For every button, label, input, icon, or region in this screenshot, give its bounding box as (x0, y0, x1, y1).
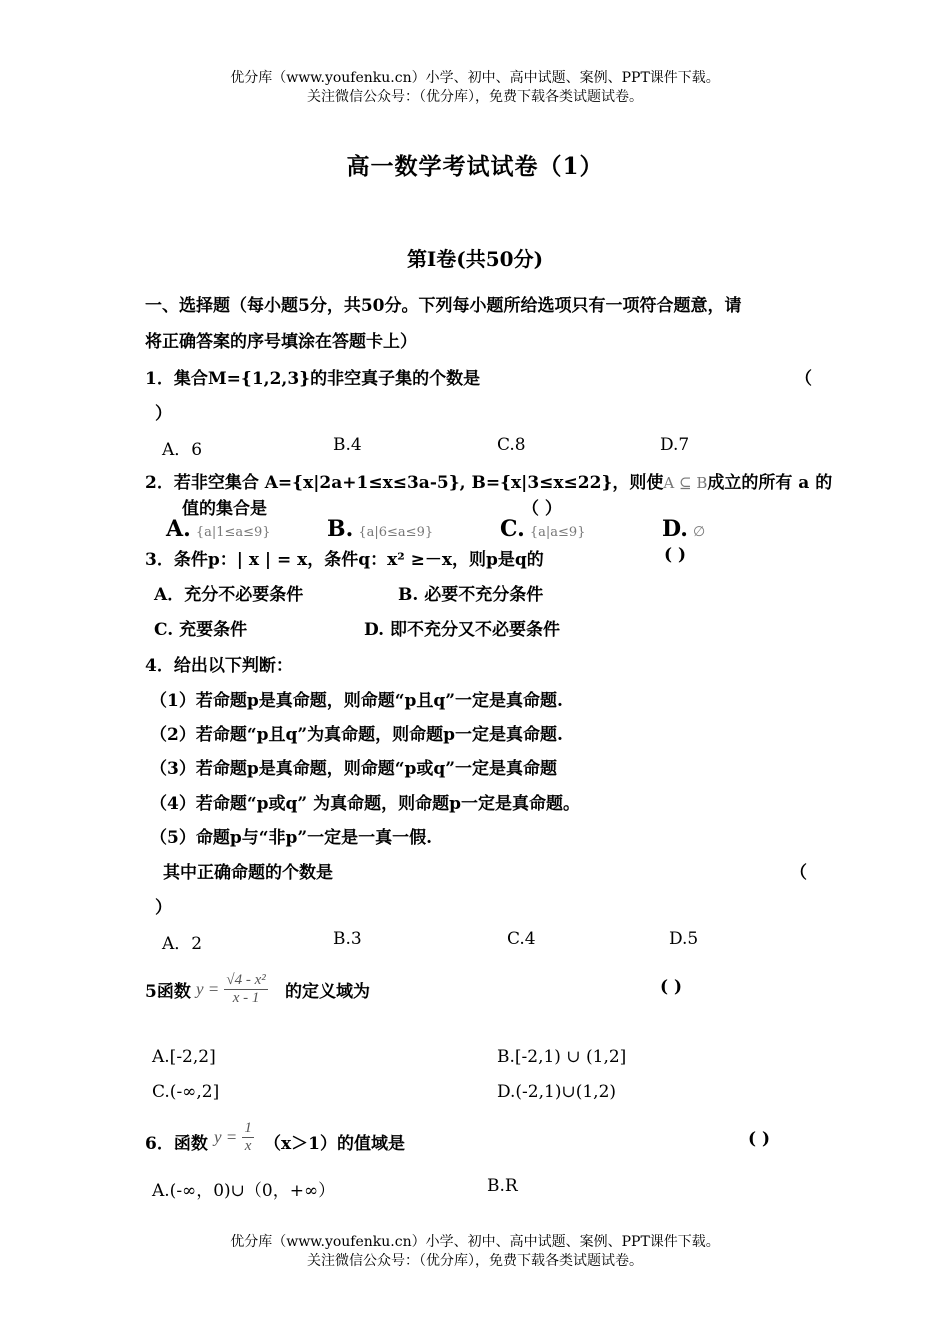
q2-paren: （ ） (522, 499, 562, 519)
q4-ask: 其中正确命题的个数是 (163, 863, 333, 883)
q5-formula (196, 972, 268, 1007)
q3-paren: ( ) (664, 545, 687, 565)
q5-option-a: A.[-2,2] (152, 1047, 216, 1067)
q1-option-a: A．6 (162, 440, 203, 460)
q3-option-d: D. 即不充分又不必要条件 (364, 620, 560, 640)
q2-relation: A ⊆ B (663, 474, 708, 492)
q5-option-b: B.[-2,1) ∪ (1,2] (497, 1047, 627, 1067)
q1-option-d: D.7 (660, 435, 690, 455)
q3-option-b: B. 必要不充分条件 (398, 585, 544, 605)
q1-option-b: B.4 (333, 435, 362, 455)
q3-option-c: C. 充要条件 (154, 620, 248, 640)
header-line-2: 关注微信公众号：（优分库），免费下载各类试题试卷。 (307, 89, 643, 105)
q2-option-c-set: {a|a≤9} (529, 525, 586, 540)
q4-item-4: （4）若命题“p或q” 为真命题，则命题p一定是真命题。 (150, 794, 580, 814)
q2-option-d (662, 516, 705, 542)
q4-stem: 4．给出以下判断： (145, 656, 293, 676)
footer-line-2: 关注微信公众号：（优分库），免费下载各类试题试卷。 (307, 1253, 643, 1269)
page-title: 高一数学考试试卷（1） (346, 153, 604, 180)
q2-option-b-letter: B. (327, 516, 354, 542)
q1-option-c: C.8 (497, 435, 526, 455)
q2-option-d-letter: D. (662, 516, 688, 542)
q5-paren: ( ) (660, 977, 683, 997)
q2-option-a-letter: A. (166, 516, 191, 542)
q6-paren: ( ) (748, 1129, 771, 1149)
q4-item-3: （3）若命题p是真命题，则命题“p或q”一定是真命题 (150, 759, 558, 779)
q6-lead: 6．函数 (145, 1134, 208, 1154)
q5-fraction (224, 972, 267, 1007)
q4-item-5: （5）命题p与“非p”一定是一真一假. (150, 828, 433, 848)
q1-paren-close: ） (155, 404, 172, 424)
q2-option-b (327, 516, 433, 542)
q2-option-c (500, 516, 585, 542)
q5-tail: 的定义域为 (285, 982, 370, 1002)
q4-option-a: A．2 (162, 934, 203, 954)
q6-formula (214, 1120, 254, 1155)
q4-option-c: C.4 (507, 929, 536, 949)
q5-option-c: C.(-∞,2] (152, 1082, 220, 1102)
q6-fraction (242, 1120, 254, 1155)
q4-paren-close: ） (155, 898, 172, 918)
part-title: 第Ⅰ卷(共50分) (406, 247, 544, 271)
q2-stem-b: 成立的所有 a 的 (707, 473, 833, 493)
q2-stem-a: 2．若非空集合 A={x|2a+1≤x≤3a-5}, B={x|3≤x≤22}，则使 (145, 473, 664, 493)
footer-line-1: 优分库（www.youfenku.cn）小学、初中、高中试题、案例、PPT课件下载。 (230, 1234, 720, 1250)
q3-option-a: A．充分不必要条件 (154, 585, 304, 605)
q2-stem-line-1 (145, 468, 832, 493)
q6-lhs: y = (214, 1127, 238, 1147)
q2-stem-line-2: 值的集合是 (182, 499, 267, 519)
q4-option-b: B.3 (333, 929, 362, 949)
q3-stem: 3．条件p：| x | = x，条件q：x² ≥－x，则p是q的 (145, 550, 544, 570)
q5-denominator: x - 1 (232, 990, 260, 1006)
q2-option-a (166, 516, 271, 542)
q5-lead: 5函数 (145, 982, 191, 1002)
q5-option-d: D.(-2,1)∪(1,2) (497, 1082, 617, 1102)
q6-option-a: A.(-∞，0)∪（0，+∞） (152, 1181, 336, 1201)
q2-option-d-set: ∅ (693, 524, 706, 540)
q2-option-c-letter: C. (500, 516, 525, 542)
q5-numerator: √4 - x² (226, 972, 266, 988)
section-line-1: 一、选择题（每小题5分，共50分。下列每小题所给选项只有一项符合题意，请 (145, 296, 742, 316)
header-line-1: 优分库（www.youfenku.cn）小学、初中、高中试题、案例、PPT课件下载。 (230, 70, 720, 86)
q6-numerator: 1 (244, 1120, 252, 1136)
q6-denominator: x (244, 1138, 252, 1154)
section-line-2: 将正确答案的序号填涂在答题卡上） (145, 332, 417, 352)
q1-paren-open: （ (795, 369, 812, 389)
q4-paren-open: （ (790, 863, 807, 883)
q4-item-2: （2）若命题“p且q”为真命题，则命题p一定是真命题. (150, 725, 563, 745)
q6-tail: （x＞1）的值域是 (264, 1134, 405, 1154)
q1-stem: 1．集合M={1,2,3}的非空真子集的个数是 (145, 369, 481, 389)
q2-option-a-set: {a|1≤a≤9} (195, 525, 271, 540)
q4-item-1: （1）若命题p是真命题，则命题“p且q”一定是真命题. (150, 691, 563, 711)
q4-option-d: D.5 (669, 929, 699, 949)
q2-option-b-set: {a|6≤a≤9} (358, 525, 434, 540)
q5-lhs: y = (196, 979, 220, 999)
q6-option-b: B.R (487, 1176, 518, 1196)
